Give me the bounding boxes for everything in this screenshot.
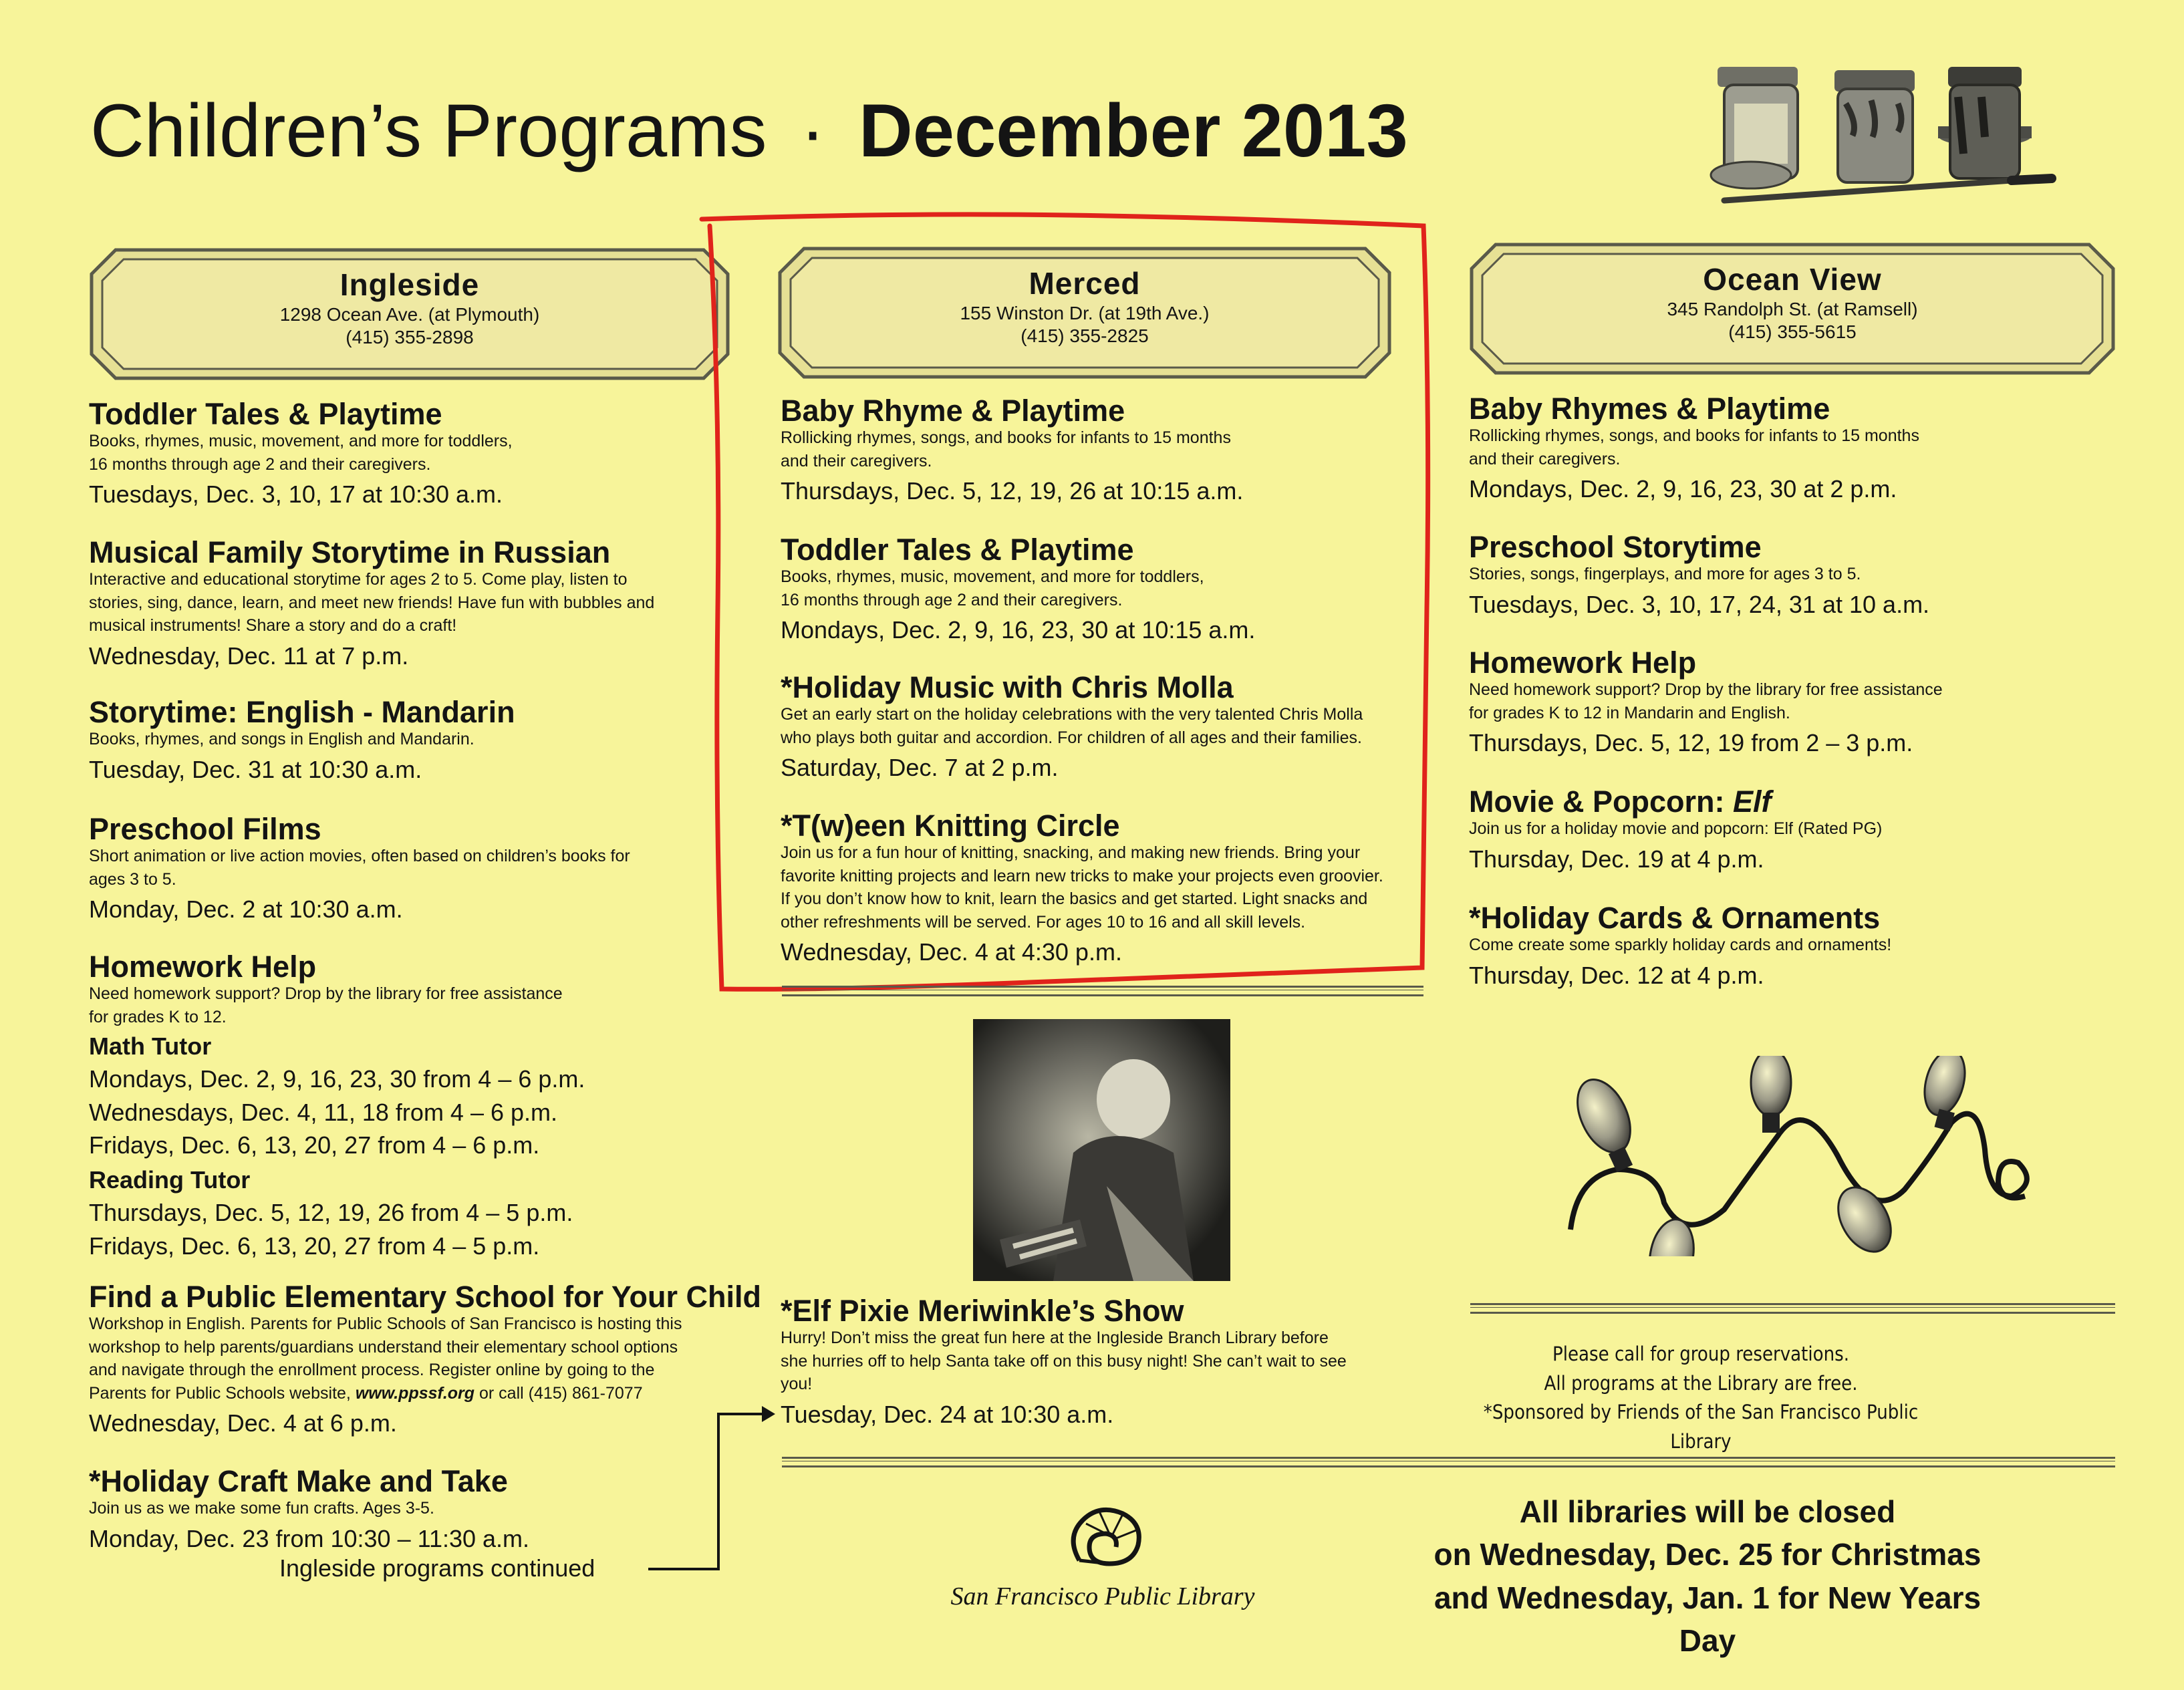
program-desc: who plays both guitar and accordion. For children of all ages and their families. bbox=[781, 728, 1362, 747]
program-entry bbox=[89, 696, 515, 786]
ppssf-link[interactable]: www.ppssf.org bbox=[355, 1383, 475, 1403]
program-time: Mondays, Dec. 2, 9, 16, 23, 30 at 10:15 a.m. bbox=[781, 616, 1256, 644]
program-desc: 16 months through age 2 and their caregivers. bbox=[89, 454, 431, 474]
program-desc: she hurries off to help Santa take off on this busy night! She can’t wait to see bbox=[781, 1351, 1347, 1371]
holiday-lights-icon bbox=[1557, 1056, 2038, 1256]
program-title: Find a Public Elementary School for Your Child bbox=[89, 1280, 761, 1314]
elf-photo bbox=[973, 1019, 1230, 1281]
program-desc: Interactive and educational storytime for ages 2 to 5. Come play, listen to bbox=[89, 570, 628, 589]
program-entry bbox=[1469, 531, 1929, 621]
closed-note-line: on Wednesday, Dec. 25 for Christmas bbox=[1434, 1537, 1982, 1572]
program-desc: for grades K to 12. bbox=[89, 1007, 227, 1026]
title-month: December 2013 bbox=[858, 89, 1408, 172]
program-desc: Books, rhymes, music, movement, and more for toddlers, bbox=[89, 432, 513, 451]
program-desc: other refreshments will be served. For ages 10 to 16 and all skill levels. bbox=[781, 912, 1306, 932]
program-title: Musical Family Storytime in Russian bbox=[89, 535, 611, 569]
program-title: Baby Rhymes & Playtime bbox=[1469, 392, 1830, 426]
sfpl-name: San Francisco Public Library bbox=[950, 1582, 1255, 1610]
desc-suffix: or call (415) 861-7077 bbox=[474, 1383, 643, 1403]
program-desc: Books, rhymes, and songs in English and Mandarin. bbox=[89, 730, 474, 749]
ingleside-address: 1298 Ocean Ave. (at Plymouth) bbox=[279, 304, 540, 325]
program-entry bbox=[781, 1295, 1347, 1431]
program-desc: workshop to help parents/guardians understand their elementary school options bbox=[89, 1337, 678, 1357]
program-title: Baby Rhyme & Playtime bbox=[781, 394, 1125, 428]
program-time: Mondays, Dec. 2, 9, 16, 23, 30 at 2 p.m. bbox=[1469, 475, 1897, 503]
program-time: Wednesdays, Dec. 4, 11, 18 from 4 – 6 p.m. bbox=[89, 1098, 558, 1126]
program-title: *Elf Pixie Meriwinkle’s Show bbox=[781, 1294, 1184, 1328]
ingleside-continued: Ingleside programs continued bbox=[279, 1554, 595, 1582]
footer-divider bbox=[782, 1457, 2115, 1467]
sfpl-shell-logo-icon bbox=[1059, 1497, 1153, 1570]
group-note-line: Please call for group reservations. bbox=[1552, 1343, 1849, 1365]
merced-phone: (415) 355-2825 bbox=[1020, 325, 1149, 347]
closed-note-line: and Wednesday, Jan. 1 for New Years Day bbox=[1434, 1580, 1982, 1659]
program-title: Toddler Tales & Playtime bbox=[89, 397, 442, 431]
program-title: Toddler Tales & Playtime bbox=[781, 533, 1134, 567]
program-entry bbox=[1469, 393, 1919, 506]
ocean-view-phone: (415) 355-5615 bbox=[1728, 321, 1857, 343]
program-time: Mondays, Dec. 2, 9, 16, 23, 30 from 4 – 6 p.m. bbox=[89, 1065, 585, 1093]
program-time: Saturday, Dec. 7 at 2 p.m. bbox=[781, 754, 1059, 782]
group-note-line: *Sponsored by Friends of the San Francisco Public Library bbox=[1483, 1401, 1919, 1453]
desc-prefix: Parents for Public Schools website, bbox=[89, 1383, 356, 1403]
program-time: Thursdays, Dec. 5, 12, 19, 26 from 4 – 5 p.m. bbox=[89, 1198, 573, 1226]
program-desc: Stories, songs, fingerplays, and more for ages 3 to 5. bbox=[1469, 565, 1861, 584]
program-time: Monday, Dec. 2 at 10:30 a.m. bbox=[89, 895, 403, 924]
program-desc: Workshop in English. Parents for Public Schools of San Francisco is hosting this bbox=[89, 1314, 682, 1334]
program-time: Thursdays, Dec. 5, 12, 19, 26 at 10:15 a.m. bbox=[781, 477, 1244, 505]
program-desc: Rollicking rhymes, songs, and books for infants to 15 months bbox=[1469, 426, 1919, 446]
ocean-view-address: 345 Randolph St. (at Ramsell) bbox=[1667, 299, 1918, 320]
program-title: Preschool Films bbox=[89, 812, 321, 846]
program-time: Thursday, Dec. 12 at 4 p.m. bbox=[1469, 961, 1764, 989]
program-desc: ages 3 to 5. bbox=[89, 869, 176, 889]
program-time: Monday, Dec. 23 from 10:30 – 11:30 a.m. bbox=[89, 1524, 530, 1552]
program-desc: If you don’t know how to knit, learn the basics and get started. Light snacks and bbox=[781, 889, 1368, 909]
program-title: Storytime: English - Mandarin bbox=[89, 695, 515, 729]
program-entry bbox=[89, 537, 654, 672]
program-desc: for grades K to 12 in Mandarin and English. bbox=[1469, 703, 1790, 722]
program-time: Tuesday, Dec. 24 at 10:30 a.m. bbox=[781, 1400, 1114, 1428]
merced-highlight-marker bbox=[695, 207, 1444, 1002]
title-italic: Elf bbox=[1733, 785, 1772, 819]
program-time: Tuesdays, Dec. 3, 10, 17 at 10:30 a.m. bbox=[89, 480, 503, 509]
program-entry bbox=[89, 813, 630, 926]
program-desc: and their caregivers. bbox=[781, 451, 932, 470]
program-desc: 16 months through age 2 and their caregivers. bbox=[781, 590, 1123, 609]
program-desc: and navigate through the enrollment process. Register online by going to the bbox=[89, 1361, 655, 1380]
program-time: Tuesdays, Dec. 3, 10, 17, 24, 31 at 10 a.m. bbox=[1469, 590, 1930, 618]
program-desc: Need homework support? Drop by the library for free assistance bbox=[1469, 680, 1943, 700]
program-time: Fridays, Dec. 6, 13, 20, 27 from 4 – 6 p.m. bbox=[89, 1131, 540, 1159]
program-desc: you! bbox=[781, 1375, 813, 1394]
closed-note-line: All libraries will be closed bbox=[1519, 1494, 1896, 1529]
program-desc: musical instruments! Share a story and do a craft! bbox=[89, 616, 457, 636]
program-desc: favorite knitting projects and learn new tricks to make your projects even groovier. bbox=[781, 866, 1383, 885]
program-desc: stories, sing, dance, learn, and meet new friends! Have fun with bubbles and bbox=[89, 593, 655, 612]
merced-address: 155 Winston Dr. (at 19th Ave.) bbox=[960, 303, 1210, 324]
program-desc: Hurry! Don’t miss the great fun here at the Ingleside Branch Library before bbox=[781, 1328, 1329, 1348]
ingleside-name: Ingleside bbox=[339, 267, 480, 302]
continued-arrow-icon bbox=[642, 1397, 775, 1577]
program-time: Thursdays, Dec. 5, 12, 19 from 2 – 3 p.m. bbox=[1469, 729, 1913, 757]
program-time: Fridays, Dec. 6, 13, 20, 27 from 4 – 5 p.m. bbox=[89, 1232, 540, 1260]
ingleside-header bbox=[89, 247, 730, 381]
section-divider bbox=[782, 986, 1423, 996]
ocean-view-header bbox=[1469, 242, 2116, 376]
program-desc: Need homework support? Drop by the library for free assistance bbox=[89, 984, 563, 1004]
program-desc: Short animation or live action movies, often based on children’s books for bbox=[89, 847, 630, 866]
program-entry bbox=[1469, 647, 1943, 760]
merced-name: Merced bbox=[1029, 266, 1141, 301]
program-title bbox=[1469, 786, 1882, 817]
program-desc: and their caregivers. bbox=[1469, 449, 1621, 468]
program-desc: Join us as we make some fun crafts. Ages 3-5. bbox=[89, 1499, 434, 1518]
section-divider bbox=[1470, 1303, 2115, 1314]
program-desc: Books, rhymes, music, movement, and more for toddlers, bbox=[781, 567, 1204, 587]
title-separator: · bbox=[800, 89, 825, 172]
program-title: *Holiday Cards & Ornaments bbox=[1469, 901, 1881, 935]
program-title: Homework Help bbox=[89, 950, 317, 984]
program-desc: Come create some sparkly holiday cards and ornaments! bbox=[1469, 936, 1892, 955]
page-title bbox=[90, 89, 1408, 172]
program-time: Wednesday, Dec. 11 at 7 p.m. bbox=[89, 642, 409, 670]
reading-tutor-label: Reading Tutor bbox=[89, 1166, 251, 1194]
program-desc: Join us for a fun hour of knitting, snacking, and making new friends. Bring your bbox=[781, 843, 1361, 863]
program-desc: Rollicking rhymes, songs, and books for infants to 15 months bbox=[781, 428, 1231, 448]
program-entry bbox=[89, 398, 513, 511]
program-title: Preschool Storytime bbox=[1469, 530, 1762, 564]
ocean-view-name: Ocean View bbox=[1703, 262, 1882, 297]
program-entry bbox=[89, 1465, 529, 1555]
program-time: Tuesday, Dec. 31 at 10:30 a.m. bbox=[89, 755, 422, 783]
program-title: *T(w)een Knitting Circle bbox=[781, 809, 1120, 843]
program-title: *Holiday Music with Chris Molla bbox=[781, 670, 1234, 704]
paint-jars-icon bbox=[1697, 57, 2072, 217]
program-entry bbox=[1469, 902, 1891, 992]
program-time: Thursday, Dec. 19 at 4 p.m. bbox=[1469, 845, 1764, 873]
program-entry bbox=[89, 951, 585, 1262]
title-main: Children’s Programs bbox=[90, 89, 767, 172]
group-note bbox=[1470, 1340, 1931, 1456]
program-desc: Join us for a holiday movie and popcorn: Elf (Rated PG) bbox=[1469, 819, 1883, 839]
program-entry bbox=[1469, 786, 1882, 875]
program-title: *Holiday Craft Make and Take bbox=[89, 1464, 508, 1498]
ingleside-phone: (415) 355-2898 bbox=[346, 327, 474, 348]
math-tutor-label: Math Tutor bbox=[89, 1032, 212, 1061]
title-prefix: Movie & Popcorn: bbox=[1469, 785, 1734, 819]
program-desc: Get an early start on the holiday celebrations with the very talented Chris Molla bbox=[781, 705, 1363, 724]
program-time: Wednesday, Dec. 4 at 4:30 p.m. bbox=[781, 938, 1122, 966]
group-note-line: All programs at the Library are free. bbox=[1544, 1371, 1858, 1395]
program-time: Wednesday, Dec. 4 at 6 p.m. bbox=[89, 1409, 397, 1437]
program-title: Homework Help bbox=[1469, 646, 1697, 680]
closed-note bbox=[1410, 1490, 2005, 1663]
